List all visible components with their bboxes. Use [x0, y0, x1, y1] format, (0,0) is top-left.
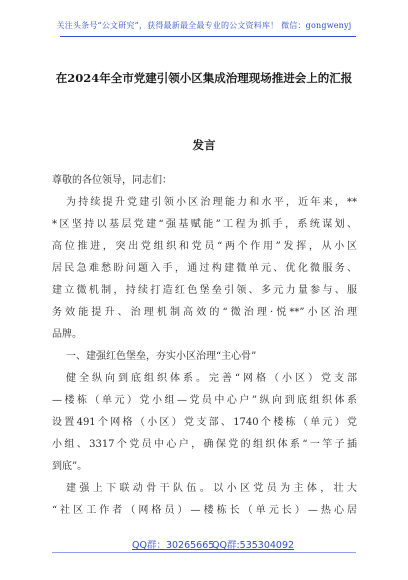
footer [0, 537, 408, 551]
body-line: 建立微机制，持续打造红色堡垒引领、多元力量参与、服 [52, 285, 357, 296]
body-line: —楼栋（单元）党小组—党员中心户”纵向到底组织体系 [52, 395, 357, 406]
section-heading: 一、建强红色堡垒，夯实小区治理“主心骨” [66, 351, 257, 362]
body-line: 高位推进，突出党组织和党员“两个作用”发挥，从小区 [52, 241, 357, 252]
header-note: 关注头条号“公文研究”，获得最新最全最专业的公文资料库！ 微信：gongwenyj [56, 21, 352, 30]
body-line: 居民急难愁盼问题入手，通过构建微单元、优化微服务、 [52, 263, 357, 274]
body-line: 品牌。 [52, 329, 82, 340]
body-line: 小组、3317个党员中心户，确保党的组织体系“一竿子插 [52, 439, 357, 450]
header-divider [60, 36, 356, 37]
body-line: 设置491个网格（小区）党支部、1740个楼栋（单元）党 [52, 417, 357, 428]
body-line: 健全纵向到底组织体系。完善“网格（小区）党支部 [66, 373, 357, 384]
body-line: 务效能提升、治理机制高效的“微治理·悦**”小区治理 [52, 307, 357, 318]
body-line: “社区工作者（网格员）—楼栋长（单元长）—热心居 [52, 505, 357, 516]
body-line: 建强上下联动骨干队伍。以小区党员为主体，壮大 [66, 483, 357, 494]
footer-divider [52, 552, 356, 553]
body-line: *区坚持以基层党建“强基赋能”工程为抓手，系统谋划、 [52, 219, 357, 230]
document-title-line-2: 发言 [192, 138, 216, 152]
salutation: 尊敬的各位领导，同志们： [52, 175, 172, 186]
footer-qq-link-1[interactable]: QQ群：30265665 [132, 540, 215, 551]
document-title-line-1: 在2024年全市党建引领小区集成治理现场推进会上的汇报 [55, 71, 353, 85]
footer-qq-link-2[interactable]: QQ群:535304092 [212, 540, 295, 551]
body-line: 到底”。 [52, 461, 88, 472]
body-line: 为持续提升党建引领小区治理能力和水平，近年来，** [66, 197, 357, 208]
